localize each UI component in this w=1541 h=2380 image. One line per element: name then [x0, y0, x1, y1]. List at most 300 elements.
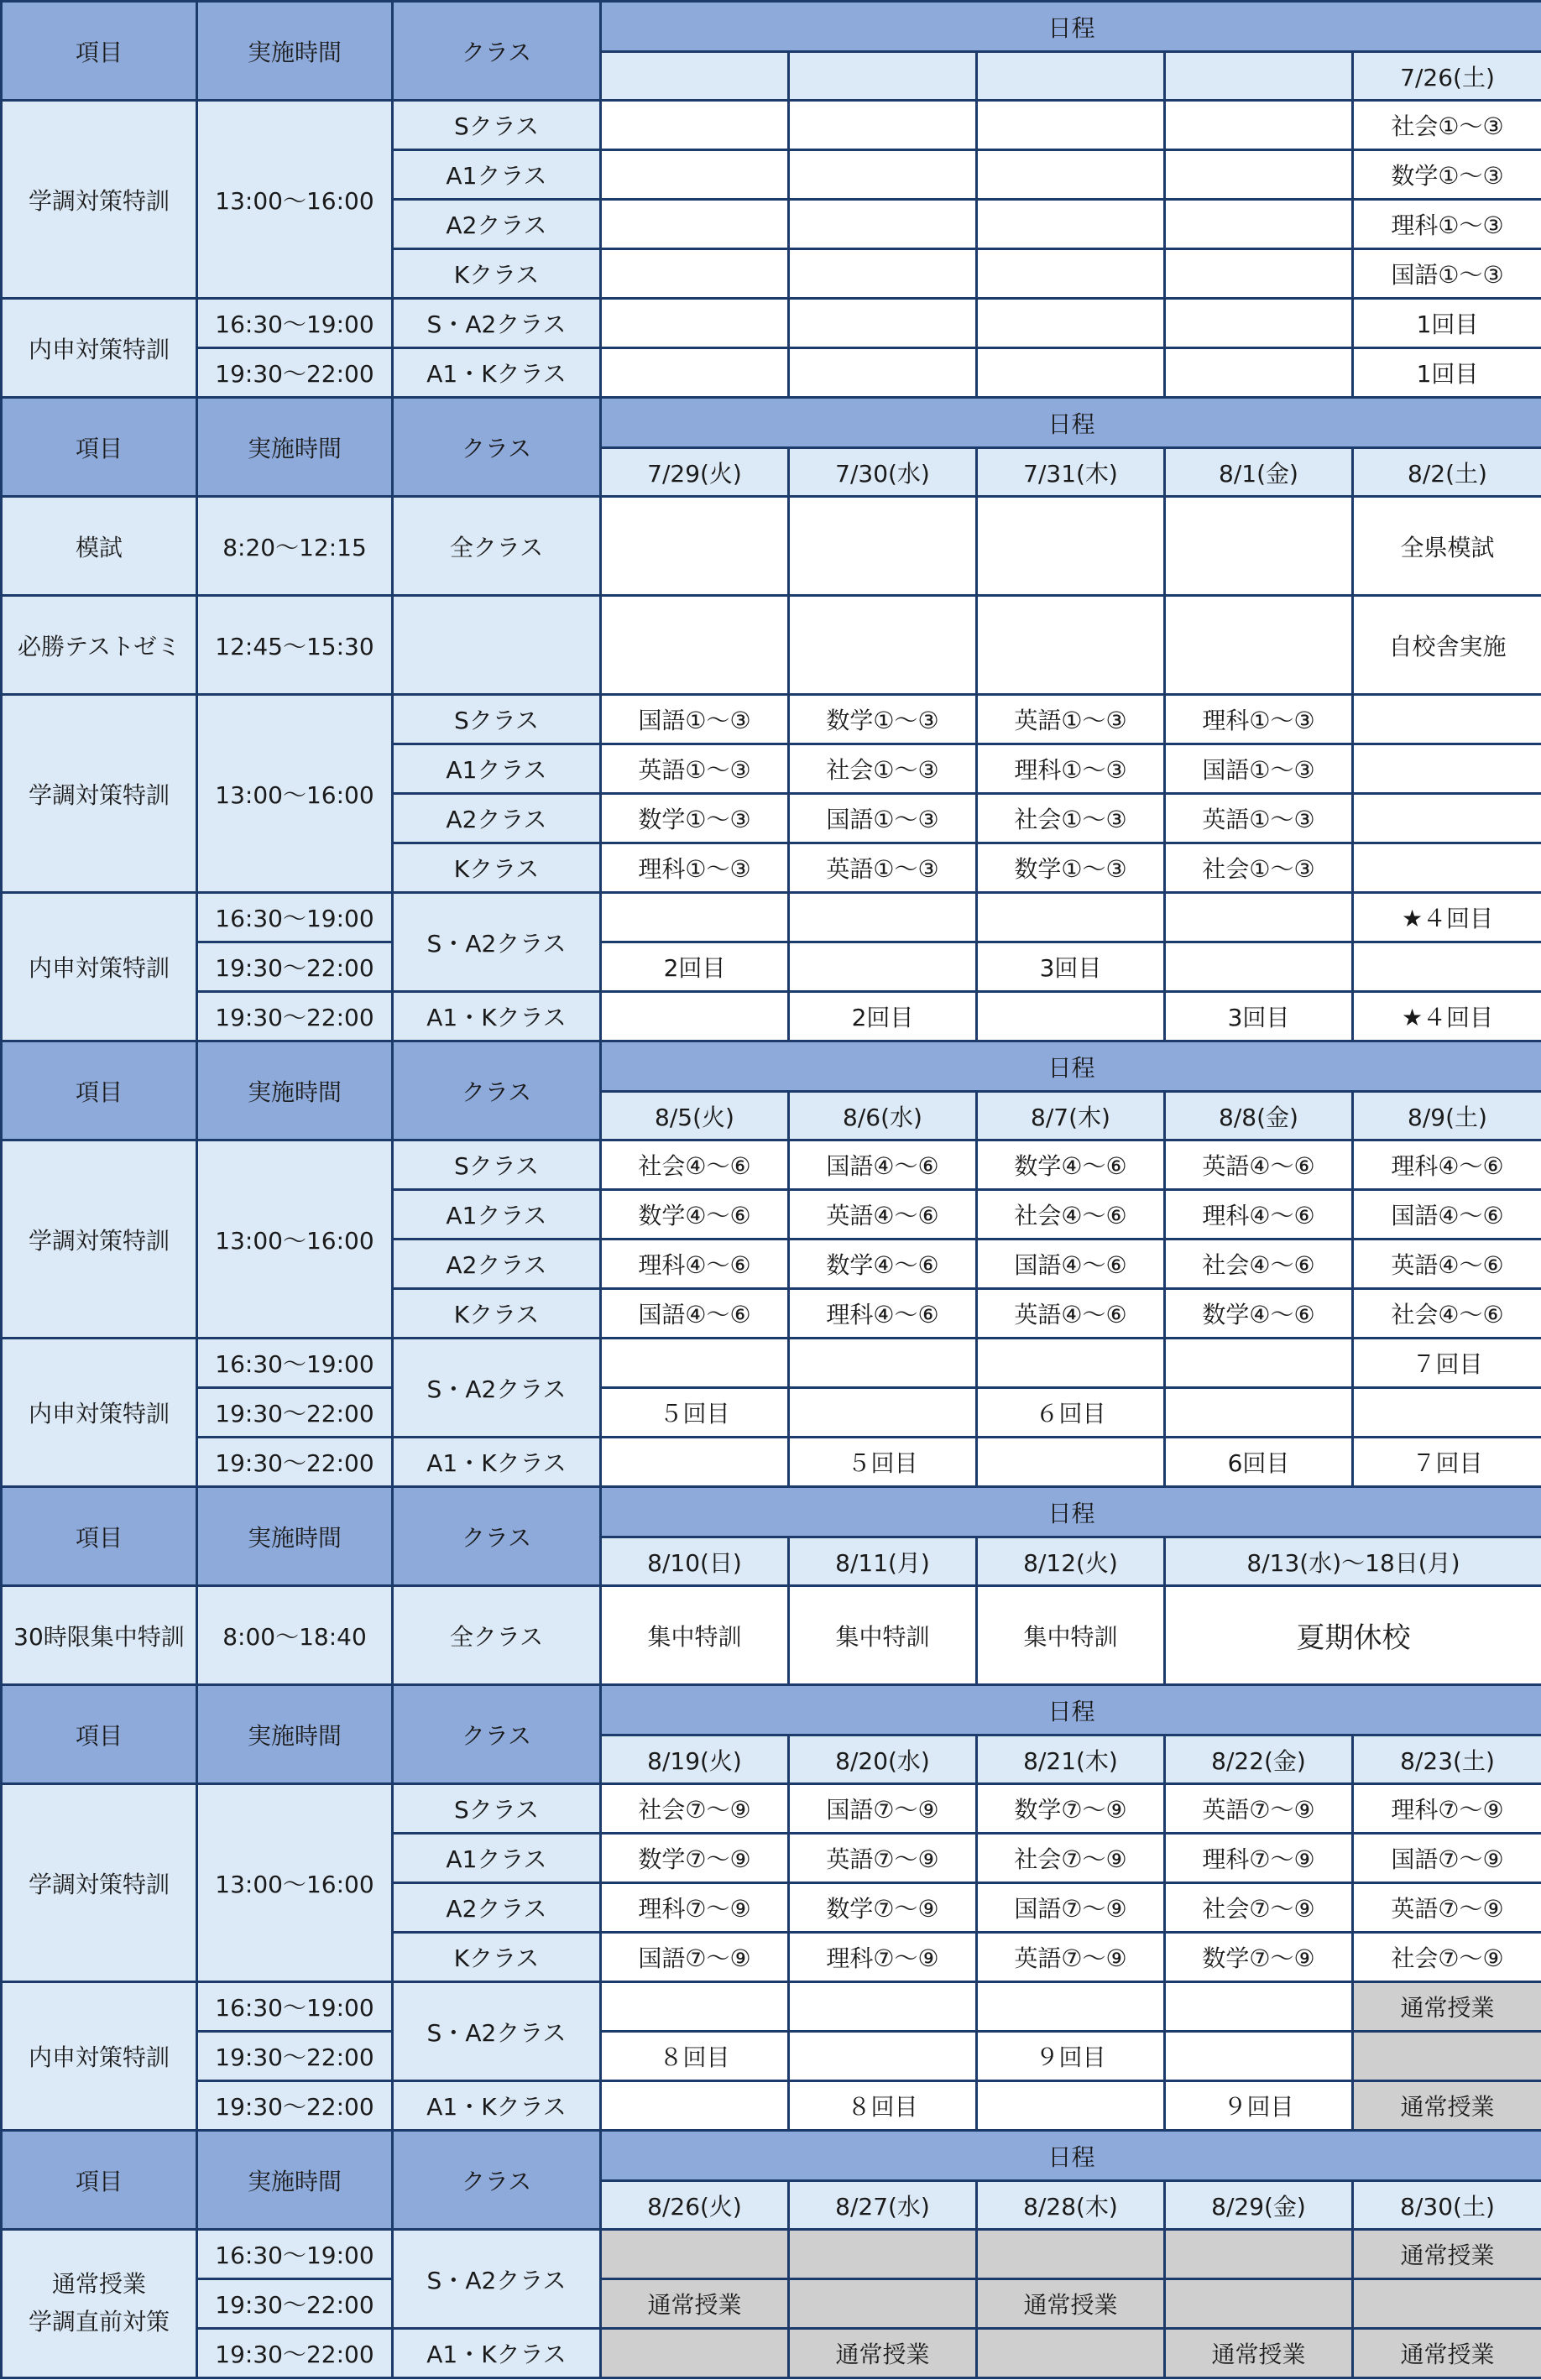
schedule-cell: 英語④〜⑥	[1165, 1140, 1353, 1190]
schedule-cell: 社会①〜③	[1165, 843, 1353, 893]
schedule-cell: 国語①〜③	[601, 695, 789, 744]
schedule-cell	[601, 101, 789, 150]
item-cell: 模試	[2, 497, 197, 596]
schedule-cell	[789, 2032, 977, 2081]
header-schedule: 日程	[601, 1685, 1541, 1735]
time-cell: 13:00〜16:00	[197, 1784, 393, 1982]
schedule-cell: 英語①〜③	[601, 744, 789, 794]
date-cell: 8/9(土)	[1353, 1092, 1541, 1140]
schedule-cell: 英語④〜⑥	[977, 1289, 1165, 1339]
header-item: 項目	[2, 398, 197, 497]
header-row	[2, 1041, 1541, 1092]
item-cell: 必勝テストゼミ	[2, 596, 197, 695]
schedule-cell	[1165, 299, 1353, 348]
class-cell: S・A2クラス	[393, 2230, 601, 2329]
date-cell	[601, 52, 789, 101]
schedule-cell	[601, 1339, 789, 1388]
schedule-cell: 理科①〜③	[977, 744, 1165, 794]
schedule-cell	[601, 150, 789, 200]
schedule-cell: ★４回目	[1353, 992, 1541, 1041]
header-row	[2, 1487, 1541, 1537]
schedule-cell	[977, 2081, 1165, 2131]
schedule-cell: 社会④〜⑥	[977, 1190, 1165, 1240]
date-cell: 7/29(火)	[601, 448, 789, 497]
schedule-cell: 自校舎実施	[1353, 596, 1541, 695]
schedule-cell: 英語①〜③	[977, 695, 1165, 744]
schedule-cell: ６回目	[977, 1388, 1165, 1438]
schedule-cell	[601, 497, 789, 596]
table-row	[2, 1586, 1541, 1685]
header-schedule: 日程	[601, 1041, 1541, 1092]
schedule-cell: 全県模試	[1353, 497, 1541, 596]
item-cell: 内申対策特訓	[2, 1339, 197, 1487]
schedule-cell	[601, 249, 789, 299]
schedule-cell: 数学⑦〜⑨	[977, 1784, 1165, 1834]
schedule-cell	[601, 1982, 789, 2032]
date-cell	[1165, 52, 1353, 101]
schedule-cell	[601, 1438, 789, 1487]
schedule-cell	[789, 101, 977, 150]
schedule-cell: 英語⑦〜⑨	[1165, 1784, 1353, 1834]
header-schedule: 日程	[601, 1487, 1541, 1537]
table-row	[2, 893, 1541, 942]
item-cell: 学調対策特訓	[2, 695, 197, 893]
table-row	[2, 1982, 1541, 2032]
date-cell: 7/31(木)	[977, 448, 1165, 497]
class-cell: A1クラス	[393, 1834, 601, 1883]
table-row	[2, 299, 1541, 348]
schedule-cell: 集中特訓	[601, 1586, 789, 1685]
class-cell: Sクラス	[393, 101, 601, 150]
header-class: クラス	[393, 398, 601, 497]
time-cell: 19:30〜22:00	[197, 2032, 393, 2081]
schedule-cell: ８回目	[789, 2081, 977, 2131]
class-cell: Sクラス	[393, 1140, 601, 1190]
schedule-cell: ７回目	[1353, 1339, 1541, 1388]
header-time: 実施時間	[197, 2131, 393, 2230]
schedule-cell	[1165, 348, 1353, 398]
schedule-cell	[789, 299, 977, 348]
date-cell	[977, 52, 1165, 101]
schedule-cell: 英語①〜③	[789, 843, 977, 893]
schedule-cell: 2回目	[601, 942, 789, 992]
schedule-cell: 理科④〜⑥	[1165, 1190, 1353, 1240]
header-item: 項目	[2, 2131, 197, 2230]
schedule-cell: 英語⑦〜⑨	[977, 1933, 1165, 1982]
schedule-cell: 理科⑦〜⑨	[601, 1883, 789, 1933]
table-row	[2, 348, 1541, 398]
schedule-cell: 国語④〜⑥	[789, 1140, 977, 1190]
table-row	[2, 1140, 1541, 1190]
table-row	[2, 942, 1541, 992]
item-cell: 内申対策特訓	[2, 893, 197, 1041]
schedule-cell: 社会①〜③	[789, 744, 977, 794]
schedule-cell: 1回目	[1353, 299, 1541, 348]
date-cell: 8/6(水)	[789, 1092, 977, 1140]
schedule-cell: 社会⑦〜⑨	[601, 1784, 789, 1834]
header-item: 項目	[2, 1041, 197, 1140]
header-class: クラス	[393, 2131, 601, 2230]
schedule-cell: 数学①〜③	[977, 843, 1165, 893]
time-cell: 16:30〜19:00	[197, 893, 393, 942]
table-row	[2, 2081, 1541, 2131]
schedule-cell: 英語④〜⑥	[789, 1190, 977, 1240]
schedule-cell	[1165, 1982, 1353, 2032]
class-cell: A1クラス	[393, 744, 601, 794]
time-cell: 19:30〜22:00	[197, 1438, 393, 1487]
schedule-cell	[789, 1388, 977, 1438]
schedule-cell: 3回目	[977, 942, 1165, 992]
schedule-cell: 数学④〜⑥	[789, 1240, 977, 1289]
class-cell: A1・Kクラス	[393, 992, 601, 1041]
header-class: クラス	[393, 1487, 601, 1586]
date-cell: 8/27(水)	[789, 2181, 977, 2230]
schedule-cell: 社会①〜③	[1353, 101, 1541, 150]
schedule-cell: 1回目	[1353, 348, 1541, 398]
schedule-cell	[1165, 1339, 1353, 1388]
time-cell: 19:30〜22:00	[197, 1388, 393, 1438]
schedule-cell: 国語⑦〜⑨	[789, 1784, 977, 1834]
class-cell: A2クラス	[393, 1883, 601, 1933]
header-class: クラス	[393, 2, 601, 101]
schedule-cell	[601, 893, 789, 942]
schedule-cell: 社会①〜③	[977, 794, 1165, 843]
schedule-cell: 理科⑦〜⑨	[789, 1933, 977, 1982]
schedule-cell: ５回目	[789, 1438, 977, 1487]
date-cell: 8/29(金)	[1165, 2181, 1353, 2230]
item-cell	[2, 2230, 197, 2378]
schedule-cell	[1165, 101, 1353, 150]
table-row	[2, 1388, 1541, 1438]
table-row	[2, 1339, 1541, 1388]
schedule-cell: 社会④〜⑥	[601, 1140, 789, 1190]
class-cell: A1・Kクラス	[393, 1438, 601, 1487]
header-row	[2, 1685, 1541, 1735]
class-cell: Sクラス	[393, 695, 601, 744]
schedule-cell: 理科④〜⑥	[1353, 1140, 1541, 1190]
schedule-cell	[601, 299, 789, 348]
schedule-cell	[1353, 843, 1541, 893]
schedule-cell: 数学⑦〜⑨	[789, 1883, 977, 1933]
header-time: 実施時間	[197, 2, 393, 101]
class-cell: A1・Kクラス	[393, 2081, 601, 2131]
class-cell: S・A2クラス	[393, 893, 601, 992]
schedule-cell	[789, 1339, 977, 1388]
schedule-cell	[1353, 794, 1541, 843]
date-cell: 8/23(土)	[1353, 1735, 1541, 1784]
schedule-cell: 集中特訓	[789, 1586, 977, 1685]
schedule-cell: 英語⑦〜⑨	[1353, 1883, 1541, 1933]
schedule-cell	[789, 596, 977, 695]
time-cell: 19:30〜22:00	[197, 2081, 393, 2131]
table-row	[2, 101, 1541, 150]
schedule-cell: 理科①〜③	[1353, 200, 1541, 249]
schedule-cell: 国語④〜⑥	[977, 1240, 1165, 1289]
schedule-cell	[977, 2230, 1165, 2279]
schedule-cell: 理科⑦〜⑨	[1353, 1784, 1541, 1834]
schedule-cell	[601, 2329, 789, 2378]
schedule-cell: 通常授業	[1353, 1982, 1541, 2032]
schedule-cell	[601, 200, 789, 249]
schedule-cell: 通常授業	[789, 2329, 977, 2378]
schedule-cell: 通常授業	[601, 2279, 789, 2329]
time-cell: 19:30〜22:00	[197, 992, 393, 1041]
schedule-cell	[789, 150, 977, 200]
date-cell: 8/7(木)	[977, 1092, 1165, 1140]
item-cell: 30時限集中特訓	[2, 1586, 197, 1685]
item-line: 通常授業	[51, 2270, 146, 2299]
schedule-cell	[1165, 1388, 1353, 1438]
date-cell: 8/5(火)	[601, 1092, 789, 1140]
header-schedule: 日程	[601, 398, 1541, 448]
schedule-cell: 数学④〜⑥	[1165, 1289, 1353, 1339]
schedule-cell: 3回目	[1165, 992, 1353, 1041]
header-time: 実施時間	[197, 1041, 393, 1140]
schedule-cell: 数学①〜③	[1353, 150, 1541, 200]
class-cell: 全クラス	[393, 1586, 601, 1685]
header-time: 実施時間	[197, 1685, 393, 1784]
item-cell: 内申対策特訓	[2, 1982, 197, 2131]
date-cell: 8/13(水)〜18日(月)	[1165, 1537, 1541, 1586]
date-cell: 8/2(土)	[1353, 448, 1541, 497]
class-cell: A1クラス	[393, 150, 601, 200]
schedule-cell	[1353, 942, 1541, 992]
schedule-cell	[1165, 942, 1353, 992]
date-cell: 8/28(木)	[977, 2181, 1165, 2230]
schedule-cell: 通常授業	[1165, 2329, 1353, 2378]
class-cell: A1クラス	[393, 1190, 601, 1240]
header-row	[2, 398, 1541, 448]
schedule-cell: 社会⑦〜⑨	[977, 1834, 1165, 1883]
date-cell: 8/20(水)	[789, 1735, 977, 1784]
time-cell: 12:45〜15:30	[197, 596, 393, 695]
class-cell: 全クラス	[393, 497, 601, 596]
date-cell: 8/8(金)	[1165, 1092, 1353, 1140]
date-cell: 8/12(火)	[977, 1537, 1165, 1586]
time-cell: 8:00〜18:40	[197, 1586, 393, 1685]
schedule-cell: ８回目	[601, 2032, 789, 2081]
class-cell: S・A2クラス	[393, 1339, 601, 1438]
schedule-cell: 理科①〜③	[1165, 695, 1353, 744]
schedule-cell: 国語①〜③	[1353, 249, 1541, 299]
schedule-cell	[977, 1982, 1165, 2032]
schedule-cell	[601, 596, 789, 695]
schedule-cell	[601, 992, 789, 1041]
schedule-cell: ９回目	[977, 2032, 1165, 2081]
table-row	[2, 1438, 1541, 1487]
schedule-cell	[789, 893, 977, 942]
item-cell: 学調対策特訓	[2, 101, 197, 299]
time-cell: 13:00〜16:00	[197, 1140, 393, 1339]
class-cell: S・A2クラス	[393, 299, 601, 348]
schedule-cell	[977, 348, 1165, 398]
class-cell: Kクラス	[393, 1933, 601, 1982]
class-cell: A1・Kクラス	[393, 348, 601, 398]
schedule-cell: 通常授業	[1353, 2230, 1541, 2279]
schedule-cell: 国語④〜⑥	[601, 1289, 789, 1339]
header-row	[2, 2, 1541, 52]
schedule-cell: 国語⑦〜⑨	[977, 1883, 1165, 1933]
schedule-cell	[789, 2230, 977, 2279]
schedule-cell	[1165, 249, 1353, 299]
summer-closure-cell: 夏期休校	[1165, 1586, 1541, 1685]
schedule-cell	[1353, 1388, 1541, 1438]
date-cell: 8/11(月)	[789, 1537, 977, 1586]
date-cell: 7/30(水)	[789, 448, 977, 497]
schedule-cell: 国語①〜③	[789, 794, 977, 843]
schedule-cell	[977, 992, 1165, 1041]
schedule-cell	[1165, 200, 1353, 249]
date-cell	[789, 52, 977, 101]
schedule-cell	[977, 1438, 1165, 1487]
time-cell: 19:30〜22:00	[197, 2279, 393, 2329]
table-row	[2, 1784, 1541, 1834]
time-cell: 19:30〜22:00	[197, 2329, 393, 2378]
class-cell: Sクラス	[393, 1784, 601, 1834]
header-time: 実施時間	[197, 398, 393, 497]
schedule-cell: 国語⑦〜⑨	[1353, 1834, 1541, 1883]
schedule-cell	[789, 1982, 977, 2032]
date-cell: 7/26(土)	[1353, 52, 1541, 101]
schedule-cell	[1353, 744, 1541, 794]
schedule-cell: 数学④〜⑥	[977, 1140, 1165, 1190]
schedule-cell	[977, 200, 1165, 249]
schedule-cell: ５回目	[601, 1388, 789, 1438]
schedule-cell: ７回目	[1353, 1438, 1541, 1487]
schedule-cell: 理科④〜⑥	[789, 1289, 977, 1339]
schedule-cell: 理科⑦〜⑨	[1165, 1834, 1353, 1883]
schedule-cell	[977, 299, 1165, 348]
schedule-cell: 通常授業	[977, 2279, 1165, 2329]
schedule-cell: 通常授業	[1353, 2081, 1541, 2131]
schedule-cell	[977, 249, 1165, 299]
schedule-cell: 国語④〜⑥	[1353, 1190, 1541, 1240]
table-row	[2, 695, 1541, 744]
schedule-cell: 国語⑦〜⑨	[601, 1933, 789, 1982]
schedule-cell	[789, 497, 977, 596]
date-cell: 8/26(火)	[601, 2181, 789, 2230]
schedule-cell: ９回目	[1165, 2081, 1353, 2131]
date-cell: 8/10(日)	[601, 1537, 789, 1586]
class-cell: Kクラス	[393, 843, 601, 893]
schedule-cell: 6回目	[1165, 1438, 1353, 1487]
schedule-cell: 理科④〜⑥	[601, 1240, 789, 1289]
schedule-cell: 数学⑦〜⑨	[1165, 1933, 1353, 1982]
schedule-cell	[977, 1339, 1165, 1388]
item-cell: 学調対策特訓	[2, 1140, 197, 1339]
schedule-cell: 数学①〜③	[789, 695, 977, 744]
schedule-cell	[789, 200, 977, 249]
schedule-cell	[601, 348, 789, 398]
item-cell: 学調対策特訓	[2, 1784, 197, 1982]
table-row	[2, 2329, 1541, 2378]
schedule-cell: 英語④〜⑥	[1353, 1240, 1541, 1289]
header-time: 実施時間	[197, 1487, 393, 1586]
schedule-cell: 数学⑦〜⑨	[601, 1834, 789, 1883]
time-cell: 13:00〜16:00	[197, 101, 393, 299]
table-row	[2, 596, 1541, 695]
schedule-cell	[789, 249, 977, 299]
time-cell: 19:30〜22:00	[197, 942, 393, 992]
header-item: 項目	[2, 2, 197, 101]
class-cell: S・A2クラス	[393, 1982, 601, 2081]
time-cell: 8:20〜12:15	[197, 497, 393, 596]
schedule-cell: 2回目	[789, 992, 977, 1041]
header-item: 項目	[2, 1685, 197, 1784]
header-class: クラス	[393, 1041, 601, 1140]
table-row	[2, 2230, 1541, 2279]
schedule-cell: 英語⑦〜⑨	[789, 1834, 977, 1883]
class-cell: Kクラス	[393, 249, 601, 299]
schedule-cell	[1165, 893, 1353, 942]
time-cell: 16:30〜19:00	[197, 1982, 393, 2032]
schedule-cell: 数学④〜⑥	[601, 1190, 789, 1240]
schedule-cell	[1353, 2279, 1541, 2329]
date-cell: 8/1(金)	[1165, 448, 1353, 497]
schedule-cell	[789, 348, 977, 398]
date-cell: 8/22(金)	[1165, 1735, 1353, 1784]
schedule-cell: 集中特訓	[977, 1586, 1165, 1685]
schedule-cell	[977, 497, 1165, 596]
schedule-cell: 社会④〜⑥	[1165, 1240, 1353, 1289]
schedule-cell	[1165, 497, 1353, 596]
schedule-cell: 社会④〜⑥	[1353, 1289, 1541, 1339]
schedule-cell	[977, 150, 1165, 200]
schedule-cell: 英語①〜③	[1165, 794, 1353, 843]
header-schedule: 日程	[601, 2131, 1541, 2181]
schedule-cell	[1165, 150, 1353, 200]
item-line: 学調直前対策	[28, 2308, 170, 2336]
class-cell: A1・Kクラス	[393, 2329, 601, 2378]
class-cell: A2クラス	[393, 200, 601, 249]
class-cell	[393, 596, 601, 695]
schedule-cell: 理科①〜③	[601, 843, 789, 893]
item-cell: 内申対策特訓	[2, 299, 197, 398]
schedule-cell: 通常授業	[1353, 2329, 1541, 2378]
schedule-cell: 社会⑦〜⑨	[1165, 1883, 1353, 1933]
class-cell: A2クラス	[393, 794, 601, 843]
header-class: クラス	[393, 1685, 601, 1784]
schedule-cell	[789, 2279, 977, 2329]
schedule-cell	[789, 942, 977, 992]
time-cell: 16:30〜19:00	[197, 2230, 393, 2279]
schedule-cell	[1165, 2279, 1353, 2329]
schedule-cell: 社会⑦〜⑨	[1353, 1933, 1541, 1982]
time-cell: 16:30〜19:00	[197, 1339, 393, 1388]
schedule-cell: ★４回目	[1353, 893, 1541, 942]
time-cell: 16:30〜19:00	[197, 299, 393, 348]
schedule-cell	[1165, 596, 1353, 695]
schedule-cell	[977, 101, 1165, 150]
date-cell: 8/19(火)	[601, 1735, 789, 1784]
header-row	[2, 2131, 1541, 2181]
schedule-cell	[977, 2329, 1165, 2378]
table-row	[2, 992, 1541, 1041]
schedule-cell	[1353, 695, 1541, 744]
header-item: 項目	[2, 1487, 197, 1586]
schedule-cell	[977, 893, 1165, 942]
class-cell: A2クラス	[393, 1240, 601, 1289]
schedule-cell	[1165, 2032, 1353, 2081]
date-cell: 8/21(木)	[977, 1735, 1165, 1784]
table-row	[2, 2032, 1541, 2081]
table-row	[2, 497, 1541, 596]
class-cell: Kクラス	[393, 1289, 601, 1339]
date-cell: 8/30(土)	[1353, 2181, 1541, 2230]
table-row	[2, 2279, 1541, 2329]
schedule-cell: 国語①〜③	[1165, 744, 1353, 794]
time-cell: 19:30〜22:00	[197, 348, 393, 398]
